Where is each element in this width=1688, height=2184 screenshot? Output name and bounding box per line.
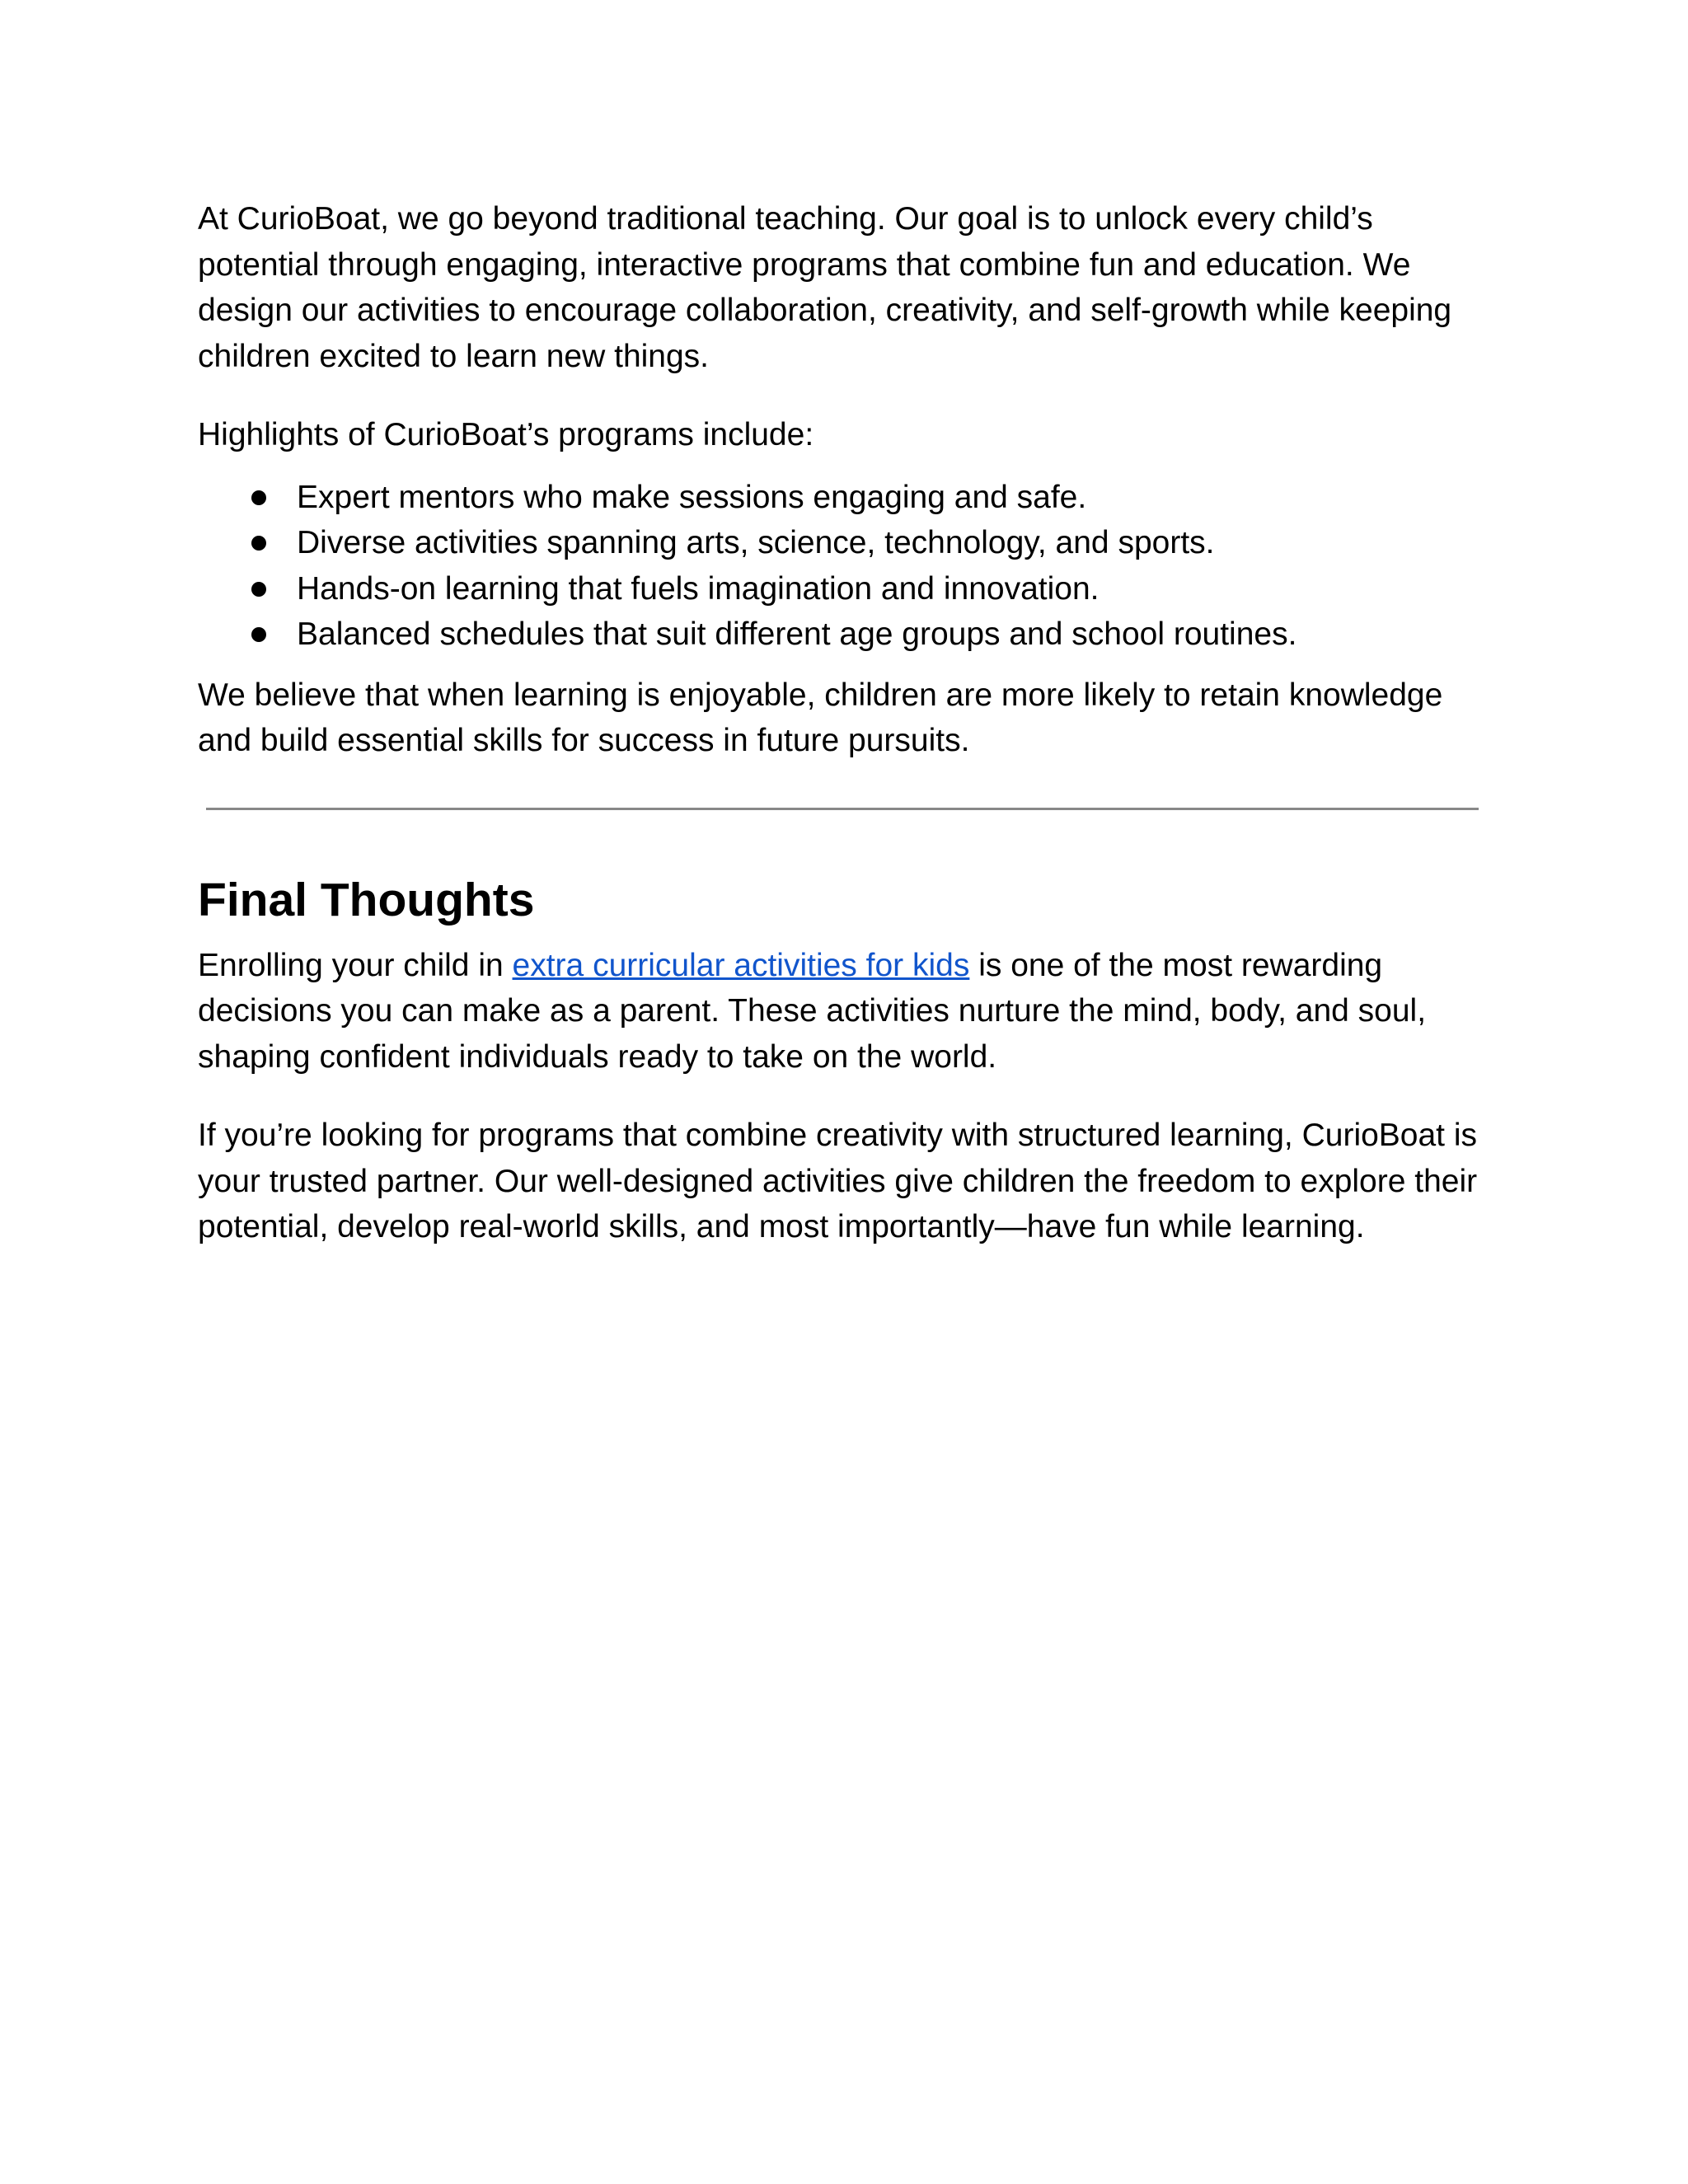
paragraph-text-before-link: Enrolling your child in: [198, 947, 513, 983]
list-item: [198, 612, 1500, 658]
final-paragraph-2: If you’re looking for programs that combine creativity with structured learning, CurioBoat is your trusted partner. Our well-designed activities give children the freedom to explore their potential, develop real-world skills, and most importantly—have fun while learning.: [198, 1118, 1478, 1244]
list-item-text: Expert mentors who make sessions engaging and safe.: [297, 479, 1087, 515]
list-item: [198, 566, 1500, 612]
document-page: [198, 196, 1500, 1250]
list-item-text: Hands-on learning that fuels imagination and innovation.: [297, 570, 1100, 607]
closing-paragraph: We believe that when learning is enjoyable, children are more likely to retain knowledge and build essential skills for success in future pursuits.: [198, 677, 1443, 758]
bullet-icon: [251, 582, 266, 597]
horizontal-divider: [206, 808, 1479, 810]
bullet-icon: [251, 490, 266, 505]
highlights-list: [198, 475, 1500, 658]
paragraph-text-after-link: is one of the most rewarding decisions you can make as a parent. These activities nurture the mind, body, and soul, shaping confident individuals ready to take on the world.: [198, 947, 1427, 1075]
activities-link[interactable]: extra curricular activities for kids: [512, 947, 970, 983]
list-item: [198, 520, 1500, 566]
intro-paragraph: At CurioBoat, we go beyond traditional teaching. Our goal is to unlock every child’s potential through engaging, interactive programs that combine fun and education. We design our activities to encourage collaboration, creativity, and self-growth while keeping children excited to learn new things.: [198, 201, 1452, 374]
bullet-icon: [251, 627, 266, 642]
bullet-icon: [251, 536, 266, 551]
list-item-text: Balanced schedules that suit different age groups and school routines.: [297, 616, 1297, 652]
final-paragraph-1: [198, 943, 1500, 1080]
section-heading: Final Thoughts: [198, 873, 535, 926]
list-item-text: Diverse activities spanning arts, science, technology, and sports.: [297, 525, 1215, 560]
list-item: [198, 475, 1500, 521]
highlights-intro: Highlights of CurioBoat’s programs include:: [198, 417, 814, 452]
